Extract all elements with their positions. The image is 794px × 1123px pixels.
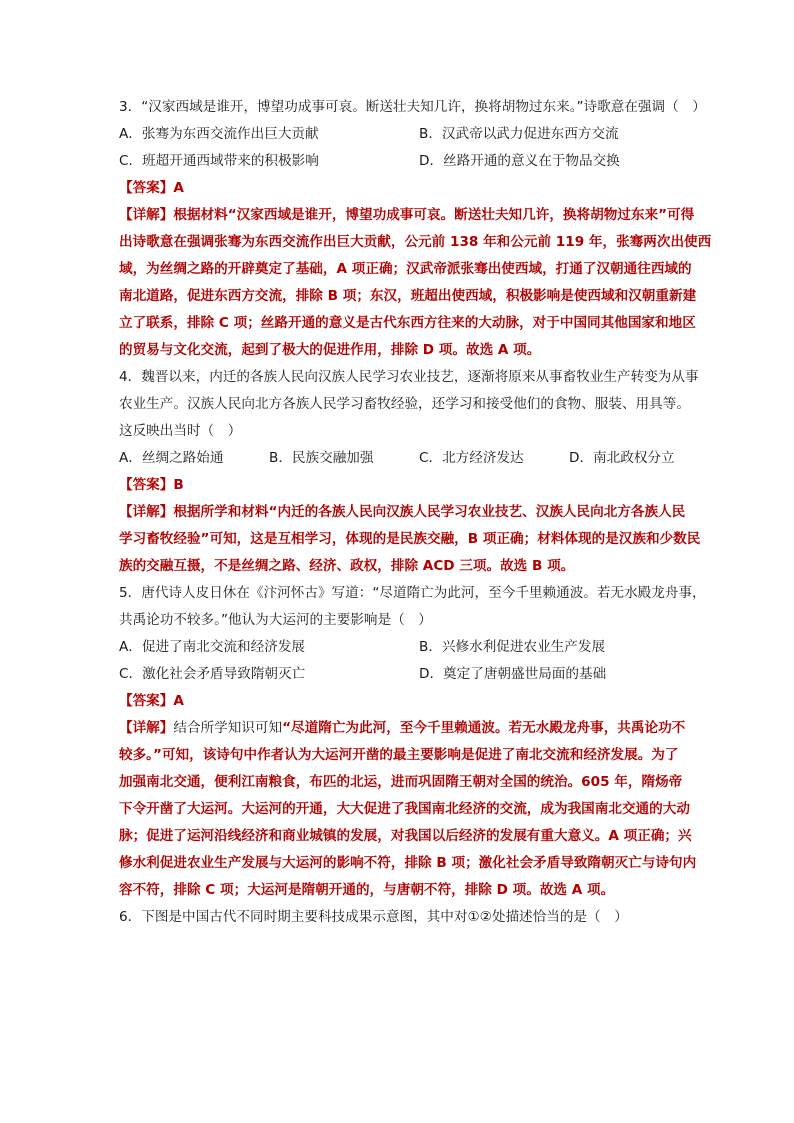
question-5-options-row-2	[119, 661, 719, 688]
explanation-plain: 结合所学知识可知	[173, 720, 283, 736]
question-3-explanation-line: 【详解】根据材料“汉家西域是谁开，博望功成事可哀。断送壮夫知几许，换将胡物过东来”可得	[119, 207, 695, 223]
question-3-stem: 3．“汉家西域是谁开，博望功成事可哀。断送壮夫知几许，换将胡物过东来。”诗歌意在强调（ ）	[119, 99, 706, 115]
question-5-stem-line: 共禹论功不较多。”他认为大运河的主要影响是（ ）	[119, 612, 432, 628]
question-4-stem-line: 这反映出当时（ ）	[119, 423, 242, 439]
option-b: B．兴修水利促进农业生产发展	[419, 639, 606, 655]
option-c: C．激化社会矛盾导致隋朝灭亡	[119, 666, 306, 682]
explanation-quote: “尽道隋亡为此河，至今千里赖通波。若无水殿龙舟事，共禹论功不	[282, 720, 686, 736]
question-3-options-row-2	[119, 148, 719, 175]
question-5-stem-line: 5．唐代诗人皮日休在《汴河怀古》写道：“尽道隋亡为此河，至今千里赖通波。若无水殿龙舟事，	[119, 585, 706, 601]
question-3-explanation-line: 域，为丝绸之路的开辟奠定了基础，A 项正确；汉武帝派张骞出使西域，打通了汉朝通往西域的	[119, 261, 692, 277]
question-5-explanation-line: 较多。”可知，该诗句中作者认为大运河开凿的最主要影响是促进了南北交流和经济发展。为了	[119, 747, 679, 763]
option-d: D．丝路开通的意义在于物品交换	[419, 153, 620, 169]
question-5-answer: 【答案】A	[119, 693, 184, 709]
option-d: D．南北政权分立	[569, 450, 675, 466]
question-4-stem-line: 农业生产。汉族人民向北方各族人民学习畜牧经验，还学习和接受他们的食物、服装、用具等。	[119, 396, 690, 412]
question-4-explanation-line: 【详解】根据所学和材料“内迁的各族人民向汉族人民学习农业技艺、汉族人民向北方各族人民	[119, 504, 686, 520]
option-d: D．奠定了唐朝盛世局面的基础	[419, 666, 607, 682]
question-5-explanation-line: 下令开凿了大运河。大运河的开通，大大促进了我国南北经济的交流，成为我国南北交通的大动	[119, 801, 690, 817]
question-5-explanation-line: 脉；促进了运河沿线经济和商业城镇的发展，对我国以后经济的发展有重大意义。A 项正确；兴	[119, 828, 692, 844]
question-3-explanation-line: 的贸易与文化交流，起到了极大的促进作用，排除 D 项。故选 A 项。	[119, 342, 541, 358]
option-c: C．班超开通西域带来的积极影响	[119, 153, 319, 169]
option-a: A．促进了南北交流和经济发展	[119, 639, 306, 655]
question-3-explanation-line: 南北道路，促进东西方交流，排除 B 项；东汉，班超出使西域，积极影响是使西域和汉朝重新建	[119, 288, 697, 304]
option-a: A．丝绸之路始通	[119, 450, 224, 466]
question-5-explanation-line: 加强南北交通，便利江南粮食，布匹的北运，进而巩固隋王朝对全国的统治。605 年，隋炀帝	[119, 774, 683, 790]
question-6-stem: 6．下图是中国古代不同时期主要科技成果示意图，其中对①②处描述恰当的是（ ）	[119, 909, 628, 925]
question-5-explanation-line: 修水利促进农业生产发展与大运河的影响不符，排除 B 项；激化社会矛盾导致隋朝灭亡与诗句内	[119, 855, 697, 871]
option-a: A．张骞为东西交流作出巨大贡献	[119, 126, 319, 142]
question-3-options-row-1	[119, 121, 719, 148]
question-5-explanation-line: 容不符，排除 C 项；大运河是隋朝开通的，与唐朝不符，排除 D 项。故选 A 项。	[119, 882, 615, 898]
question-3-explanation-line: 立了联系，排除 C 项；丝路开通的意义是古代东西方往来的大动脉，对于中国同其他国家和地区	[119, 315, 696, 331]
question-3-explanation-line: 出诗歌意在强调张骞为东西交流作出巨大贡献，公元前 138 年和公元前 119 年，张骞两次出使西	[119, 234, 712, 250]
question-5-explanation-first-line	[119, 715, 719, 742]
question-4-explanation-line: 学习畜牧经验”可知，这是互相学习，体现的是民族交融，B 项正确；材料体现的是汉族和少数民	[119, 531, 701, 547]
question-5-options-row-1	[119, 634, 719, 661]
option-b: B．民族交融加强	[269, 450, 374, 466]
question-4-explanation-line: 族的交融互摄，不是丝绸之路、经济、政权，排除 ACD 三项。故选 B 项。	[119, 558, 575, 574]
document-page	[119, 94, 719, 931]
question-3-answer: 【答案】A	[119, 180, 184, 196]
question-4-stem-line: 4．魏晋以来，内迁的各族人民向汉族人民学习农业技艺，逐渐将原来从事畜牧业生产转变为从事	[119, 369, 699, 385]
explanation-prefix: 【详解】	[119, 720, 174, 736]
option-c: C．北方经济发达	[419, 450, 524, 466]
question-4-options-row	[119, 445, 719, 472]
question-4-answer: 【答案】B	[119, 477, 184, 493]
option-b: B．汉武帝以武力促进东西方交流	[419, 126, 619, 142]
